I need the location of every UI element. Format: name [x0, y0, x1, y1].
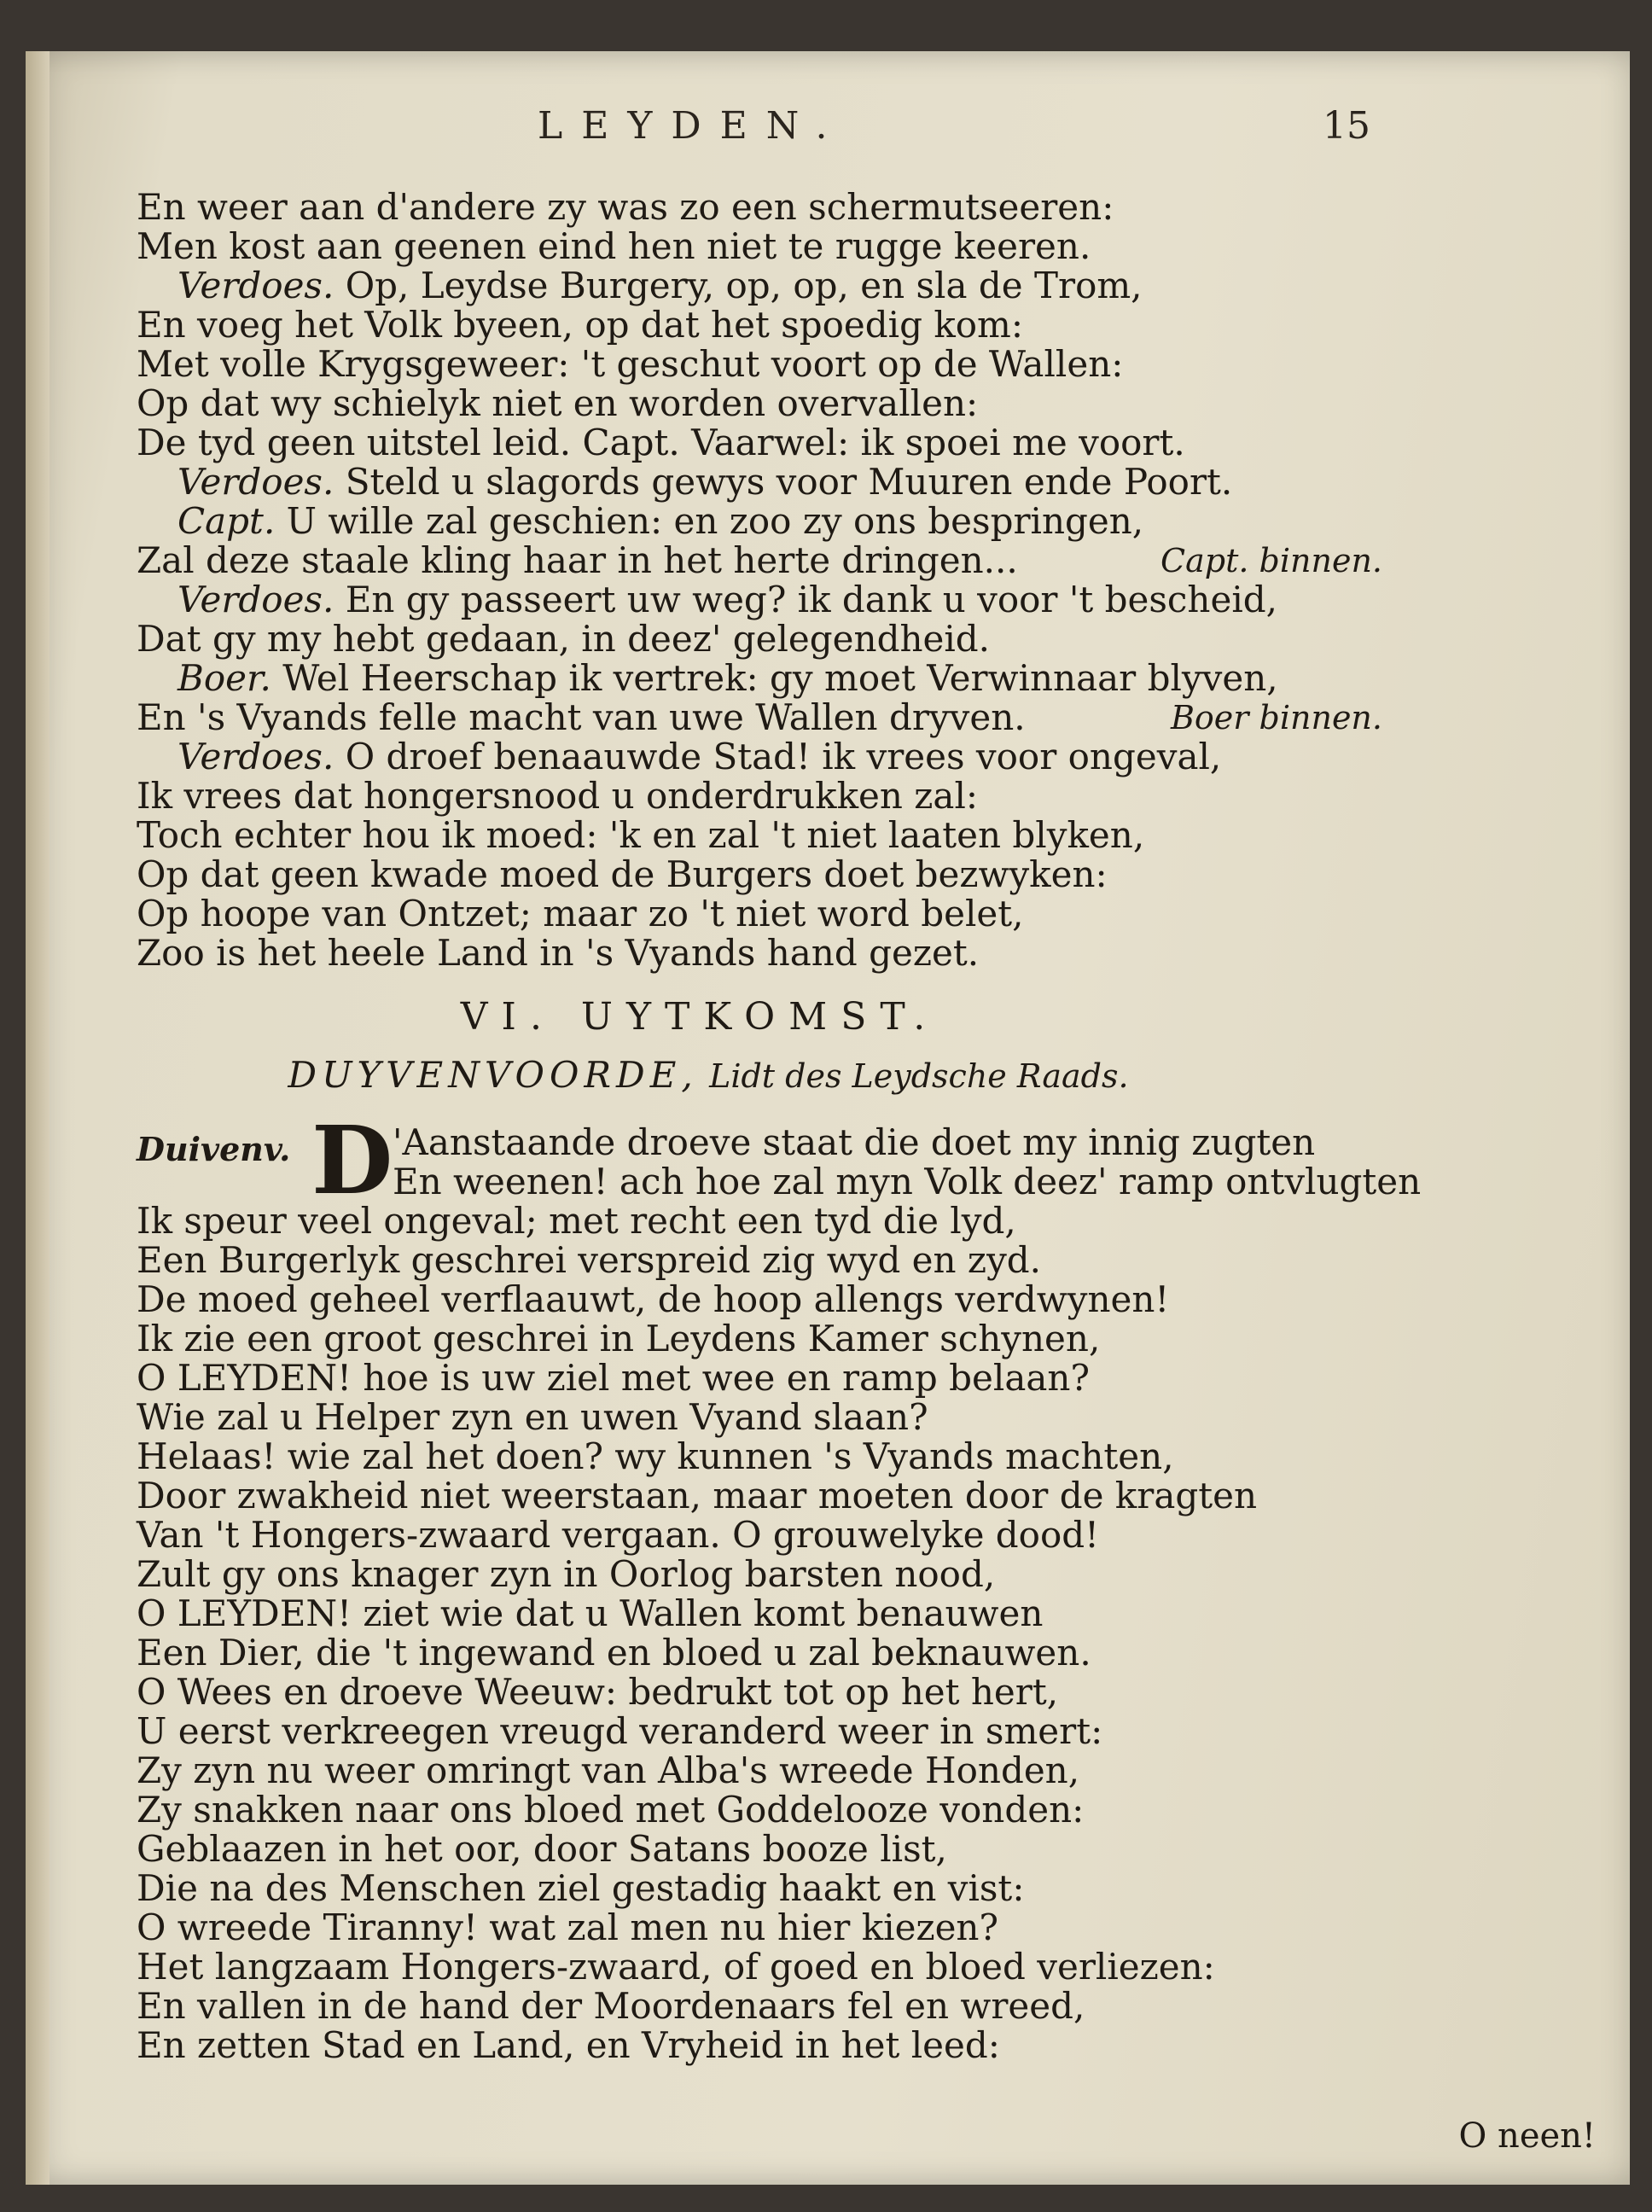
- verse-line: [137, 1516, 1382, 1555]
- verse-text: Op, Leydse Burgery, op, op, en sla de Trom,: [345, 265, 1143, 306]
- verse-line: [137, 541, 1382, 580]
- verse-line: [137, 1594, 1382, 1633]
- book-page: [26, 51, 1630, 2185]
- verse-text: Ik speur veel ongeval; met recht een tyd die lyd,: [137, 1200, 1016, 1242]
- verse-line: [137, 1437, 1382, 1476]
- dropcap-block: [137, 1105, 1422, 1215]
- speaker-name: Verdoes.: [177, 461, 334, 503]
- verse-text: Een Burgerlyk geschrei verspreid zig wyd en zyd.: [137, 1239, 1042, 1281]
- verse-text: Geblaazen in het oor, door Satans booze list,: [137, 1828, 947, 1870]
- verse-text: O LEYDEN! ziet wie dat u Wallen komt benauwen: [137, 1592, 1044, 1634]
- verse-line: [137, 384, 1382, 423]
- verse-text: Zult gy ons knager zyn in Oorlog barsten nood,: [137, 1553, 996, 1595]
- verse-line: [137, 1751, 1382, 1790]
- verse-text: Een Dier, die 't ingewand en bloed u zal beknauwen.: [137, 1632, 1091, 1674]
- verse-line: [137, 345, 1382, 384]
- verse-line: [137, 1633, 1382, 1673]
- verse-text: Het langzaam Hongers-zwaard, of goed en bloed verliezen:: [137, 1946, 1215, 1988]
- verse-text: Die na des Menschen ziel gestadig haakt en vist:: [137, 1867, 1025, 1909]
- verse-text: Op hoope van Ontzet; maar zo 't niet word belet,: [137, 893, 1024, 934]
- verse-line: [137, 1398, 1382, 1437]
- verse-line: [137, 266, 1382, 306]
- verse-line: [137, 1476, 1382, 1516]
- verse-text: U wille zal geschien: en zoo zy ons bespringen,: [286, 500, 1144, 542]
- verse-text: Met volle Krygsgeweer: 't geschut voort op de Wallen:: [137, 343, 1124, 385]
- verse-line: [137, 1280, 1382, 1319]
- verse-line: [137, 580, 1382, 620]
- verse-line: [137, 1555, 1382, 1594]
- verse-text: Door zwakheid niet weerstaan, maar moeten door de kragten: [137, 1475, 1258, 1516]
- running-head: LEYDEN.: [538, 104, 846, 148]
- character-name: DUYVENVOORDE,: [288, 1054, 698, 1096]
- verse-text: En gy passeert uw weg? ik dank u voor 't bescheid,: [345, 579, 1277, 620]
- verse-text: Ik zie een groot geschrei in Leydens Kamer schynen,: [137, 1318, 1101, 1359]
- verse-text: En zetten Stad en Land, en Vryheid in het leed:: [137, 2024, 1000, 2066]
- verse-line: [137, 659, 1382, 698]
- verse-line: [137, 1319, 1382, 1359]
- speaker-name: Verdoes.: [177, 265, 334, 306]
- verse-line: [137, 1359, 1382, 1398]
- stage-direction: Capt. binnen.: [1160, 542, 1382, 579]
- verse-block-top: [137, 188, 1382, 973]
- verse-line: [137, 737, 1382, 777]
- verse-text: O LEYDEN! hoe is uw ziel met wee en ramp belaan?: [137, 1357, 1090, 1399]
- verse-line: [137, 1947, 1382, 1987]
- verse-line: [137, 2026, 1382, 2065]
- verse-line: [137, 188, 1382, 227]
- verse-text: U eerst verkreegen vreugd veranderd weer in smert:: [137, 1710, 1103, 1752]
- speaker-name: Capt.: [177, 500, 276, 542]
- verse-block-bottom: [137, 1202, 1382, 2065]
- verse-text: Zal deze staale kling haar in het herte dringen...: [137, 539, 1018, 581]
- speaker-name: Duivenv.: [137, 1130, 291, 1168]
- speaker-name: Boer.: [177, 657, 271, 699]
- verse-text: En 's Vyands felle macht van uwe Wallen dryven.: [137, 696, 1026, 738]
- verse-text: O droef benaauwde Stad! ik vrees voor ongeval,: [345, 736, 1222, 777]
- verse-text: Zy snakken naar ons bloed met Goddelooze vonden:: [137, 1789, 1085, 1831]
- verse-line: [137, 1908, 1382, 1947]
- page-number: 15: [1323, 104, 1370, 148]
- verse-text: Op dat wy schielyk niet en worden overvallen:: [137, 382, 979, 424]
- verse-line: [137, 1241, 1382, 1280]
- verse-text: En voeg het Volk byeen, op dat het spoedig kom:: [137, 304, 1024, 346]
- verse-line: [137, 1869, 1382, 1908]
- verse-line: [137, 423, 1382, 463]
- verse-line: [137, 463, 1382, 502]
- verse-text: Wie zal u Helper zyn en uwen Vyand slaan?: [137, 1396, 928, 1438]
- verse-text: Zoo is het heele Land in 's Vyands hand gezet.: [137, 932, 980, 974]
- page-text: [137, 186, 1422, 2066]
- verse-line: [137, 894, 1382, 934]
- verse-text: Dat gy my hebt gedaan, in deez' gelegendheid.: [137, 618, 991, 660]
- speaker-name: Verdoes.: [177, 736, 334, 777]
- verse-text: Wel Heerschap ik vertrek: gy moet Verwinnaar blyven,: [282, 657, 1278, 699]
- verse-text: De tyd geen uitstel leid. Capt. Vaarwel: ik spoei me voort.: [137, 422, 1185, 463]
- verse-text: Toch echter hou ik moed: 'k en zal 't niet laaten blyken,: [137, 814, 1145, 856]
- verse-line: [137, 855, 1382, 894]
- section-title: VI. UYTKOMST.: [460, 995, 939, 1039]
- verse-line: [137, 1987, 1382, 2026]
- verse-line: [137, 816, 1382, 855]
- speaker-name: Verdoes.: [177, 579, 334, 620]
- verse-text: Op dat geen kwade moed de Burgers doet bezwyken:: [137, 853, 1108, 895]
- verse-line: [137, 502, 1382, 541]
- verse-text: O wreede Tiranny! wat zal men nu hier kiezen?: [137, 1906, 998, 1948]
- verse-line: [137, 227, 1382, 266]
- page-header: [26, 104, 1630, 155]
- book-spine: [26, 51, 49, 2185]
- verse-text: Ik vrees dat hongersnood u onderdrukken zal:: [137, 775, 979, 817]
- verse-line: [137, 777, 1382, 816]
- verse-line: [137, 306, 1382, 345]
- verse-text: O Wees en droeve Weeuw: bedrukt tot op het hert,: [137, 1671, 1059, 1713]
- verse-line: [137, 620, 1382, 659]
- verse-line: [137, 1790, 1382, 1830]
- drop-cap-letter: D: [311, 1105, 393, 1215]
- closing-words: O neen!: [1458, 2116, 1596, 2156]
- verse-text: Zy zyn nu weer omringt van Alba's wreede Honden,: [137, 1749, 1080, 1791]
- character-description: Lidt des Leydsche Raads.: [709, 1057, 1129, 1095]
- verse-text: En vallen in de hand der Moordenaars fel en wreed,: [137, 1985, 1085, 2027]
- verse-text: En weer aan d'andere zy was zo een schermutseeren:: [137, 186, 1114, 228]
- verse-text: Van 't Hongers-zwaard vergaan. O grouwelyke dood!: [137, 1514, 1099, 1556]
- verse-text: Helaas! wie zal het doen? wy kunnen 's Vyands machten,: [137, 1435, 1174, 1477]
- stage-direction: Boer binnen.: [1170, 699, 1382, 736]
- verse-line: 'Aanstaande droeve staat die doet my innig zugten: [393, 1121, 1316, 1163]
- verse-line: [137, 934, 1382, 973]
- verse-line: [137, 1673, 1382, 1712]
- verse-line: En weenen! ach hoe zal myn Volk deez' ramp ontvlugten: [393, 1161, 1422, 1202]
- verse-line: [137, 1830, 1382, 1869]
- verse-text: De moed geheel verflaauwt, de hoop allengs verdwynen!: [137, 1278, 1170, 1320]
- verse-line: [137, 1202, 1382, 1241]
- verse-text: Steld u slagords gewys voor Muuren ende Poort.: [345, 461, 1233, 503]
- verse-line: [137, 698, 1382, 737]
- character-heading: [137, 1050, 1382, 1101]
- verse-text: Men kost aan geenen eind hen niet te rugge keeren.: [137, 225, 1091, 267]
- verse-line: [137, 1712, 1382, 1751]
